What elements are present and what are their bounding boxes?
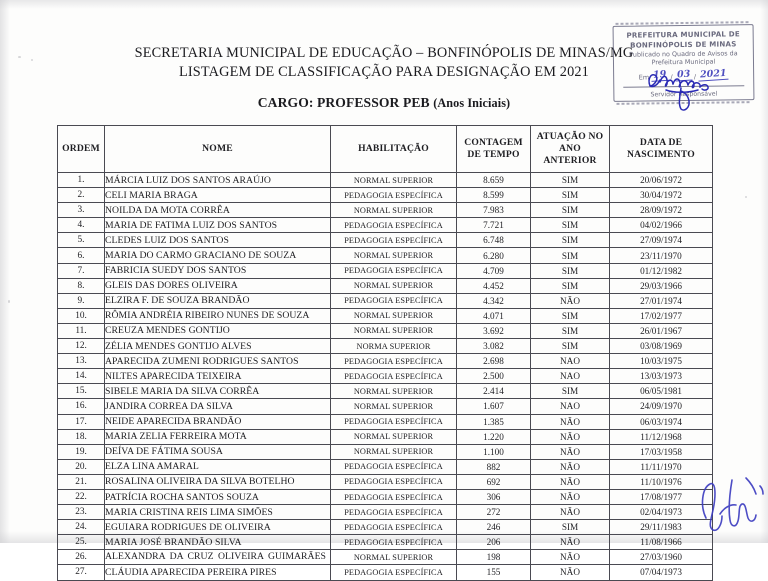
cell-atuacao: SIM xyxy=(531,188,610,203)
cell-contagem-tempo: 8.599 xyxy=(457,188,531,203)
cell-habilitacao: PEDAGOGIA ESPECÍFICA xyxy=(331,535,457,550)
cell-data-nascimento: 07/04/1973 xyxy=(610,565,713,580)
cell-contagem-tempo: 692 xyxy=(457,474,531,489)
cell-habilitacao: PEDAGOGIA ESPECÍFICA xyxy=(331,293,457,308)
cell-contagem-tempo: 272 xyxy=(457,505,531,520)
cell-contagem-tempo: 8.659 xyxy=(457,173,531,188)
cell-atuacao: SIM xyxy=(531,248,610,263)
cell-nome: MARIA ZELIA FERREIRA MOTA xyxy=(105,429,331,444)
cell-atuacao: NAO xyxy=(531,399,610,414)
table-row xyxy=(58,444,713,459)
column-header-habilitacao: HABILITAÇÃO xyxy=(331,126,457,173)
cell-nome: PATRÍCIA ROCHA SANTOS SOUZA xyxy=(105,489,331,504)
cell-ordem: 23. xyxy=(58,505,105,520)
cell-data-nascimento: 13/03/1973 xyxy=(610,369,713,384)
cell-data-nascimento: 04/02/1966 xyxy=(610,218,713,233)
cell-data-nascimento: 23/11/1970 xyxy=(610,248,713,263)
cell-data-nascimento: 24/09/1970 xyxy=(610,399,713,414)
table-row xyxy=(58,173,713,188)
cell-ordem: 17. xyxy=(58,414,105,429)
column-header-atuacao: ATUAÇÃO NO ANO ANTERIOR xyxy=(531,126,610,173)
cell-nome: MÁRCIA LUIZ DOS SANTOS ARAÚJO xyxy=(105,173,331,188)
cell-atuacao: NÃO xyxy=(531,474,610,489)
cell-nome: NOILDA DA MOTA CORRÊA xyxy=(105,203,331,218)
cell-nome: DEÍVA DE FÁTIMA SOUSA xyxy=(105,444,331,459)
cell-data-nascimento: 29/03/1966 xyxy=(610,278,713,293)
cell-ordem: 22. xyxy=(58,489,105,504)
cell-ordem: 16. xyxy=(58,399,105,414)
cell-habilitacao: PEDAGOGIA ESPECÍFICA xyxy=(331,489,457,504)
cell-data-nascimento: 28/09/1972 xyxy=(610,203,713,218)
table-row xyxy=(58,354,713,369)
cell-data-nascimento: 11/11/1970 xyxy=(610,459,713,474)
cell-habilitacao: PEDAGOGIA ESPECÍFICA xyxy=(331,263,457,278)
cell-habilitacao: NORMAL SUPERIOR xyxy=(331,550,457,565)
cell-contagem-tempo: 6.748 xyxy=(457,233,531,248)
cell-atuacao: NÃO xyxy=(531,293,610,308)
cell-contagem-tempo: 4.071 xyxy=(457,308,531,323)
column-header-data-nascimento: DATA DE NASCIMENTO xyxy=(610,126,713,173)
cell-contagem-tempo: 2.698 xyxy=(457,354,531,369)
cell-data-nascimento: 29/11/1983 xyxy=(610,520,713,535)
cell-ordem: 20. xyxy=(58,459,105,474)
cell-data-nascimento: 06/03/1974 xyxy=(610,414,713,429)
table-row xyxy=(58,384,713,399)
cell-data-nascimento: 01/12/1982 xyxy=(610,263,713,278)
heading-line-2: LISTAGEM DE CLASSIFICAÇÃO PARA DESIGNAÇÃO EM 2021 xyxy=(178,63,589,80)
cell-contagem-tempo: 155 xyxy=(457,565,531,580)
column-header-contagem-tempo: CONTAGEM DE TEMPO xyxy=(457,126,531,173)
table-row xyxy=(58,520,713,535)
cargo-subtitle: (Anos Iniciais) xyxy=(433,96,511,111)
cell-atuacao: SIM xyxy=(531,263,610,278)
cell-ordem: 15. xyxy=(58,384,105,399)
table-header-row xyxy=(58,126,713,173)
cell-nome: JANDIRA CORREA DA SILVA xyxy=(105,399,331,414)
cell-data-nascimento: 11/10/1976 xyxy=(610,474,713,489)
cell-atuacao: SIM xyxy=(531,278,610,293)
cell-atuacao: SIM xyxy=(531,218,610,233)
cell-nome: CLÁUDIA APARECIDA PEREIRA PIRES xyxy=(105,565,331,580)
cell-contagem-tempo: 882 xyxy=(457,459,531,474)
table-row xyxy=(58,459,713,474)
cell-habilitacao: NORMAL SUPERIOR xyxy=(331,278,457,293)
cell-contagem-tempo: 206 xyxy=(457,535,531,550)
table-row xyxy=(58,489,713,504)
cell-habilitacao: NORMAL SUPERIOR xyxy=(331,308,457,323)
cell-ordem: 14. xyxy=(58,369,105,384)
cell-data-nascimento: 30/04/1972 xyxy=(610,188,713,203)
cell-nome: MARIA JOSÉ BRANDÃO SILVA xyxy=(105,535,331,550)
cell-habilitacao: NORMAL SUPERIOR xyxy=(331,248,457,263)
table-row xyxy=(58,248,713,263)
table-body xyxy=(58,173,713,581)
cell-habilitacao: NORMAL SUPERIOR xyxy=(331,203,457,218)
table-row xyxy=(58,188,713,203)
cell-ordem: 26. xyxy=(58,550,105,565)
stamp-date-prefix: Em xyxy=(638,73,650,82)
cell-habilitacao: PEDAGOGIA ESPECÍFICA xyxy=(331,218,457,233)
stamp-line-2: BONFINÓPOLIS DE MINAS xyxy=(630,39,737,50)
cell-atuacao: NÃO xyxy=(531,459,610,474)
cell-data-nascimento: 17/02/1977 xyxy=(610,308,713,323)
cell-nome: ELZA LINA AMARAL xyxy=(105,459,331,474)
cell-contagem-tempo: 1.385 xyxy=(457,414,531,429)
table-row xyxy=(58,429,713,444)
cell-nome: MARIA DO CARMO GRACIANO DE SOUZA xyxy=(105,248,331,263)
table-row xyxy=(58,565,713,580)
cell-habilitacao: NORMAL SUPERIOR xyxy=(331,444,457,459)
cell-habilitacao: PEDAGOGIA ESPECÍFICA xyxy=(331,414,457,429)
cell-atuacao: NÃO xyxy=(531,535,610,550)
cell-contagem-tempo: 4.342 xyxy=(457,293,531,308)
cell-ordem: 11. xyxy=(58,323,105,338)
cell-atuacao: NÃO xyxy=(531,429,610,444)
cell-atuacao: SIM xyxy=(531,308,610,323)
stamp-line-1: PREFEITURA MUNICIPAL DE xyxy=(626,29,740,40)
table-row xyxy=(58,474,713,489)
cell-habilitacao: PEDAGOGIA ESPECÍFICA xyxy=(331,459,457,474)
cell-contagem-tempo: 4.452 xyxy=(457,278,531,293)
cell-contagem-tempo: 198 xyxy=(457,550,531,565)
cell-contagem-tempo: 7.983 xyxy=(457,203,531,218)
cell-ordem: 13. xyxy=(58,354,105,369)
cell-ordem: 9. xyxy=(58,293,105,308)
cell-nome: MARIA CRISTINA REIS LIMA SIMÕES xyxy=(105,505,331,520)
stamp-signature-line xyxy=(623,85,744,87)
cell-nome: SIBELE MARIA DA SILVA CORRÊA xyxy=(105,384,331,399)
stamp-date-row xyxy=(614,68,753,82)
stamp-date-sep-1: / xyxy=(670,72,673,82)
table-row xyxy=(58,293,713,308)
column-header-ordem: ORDEM xyxy=(58,126,105,173)
cell-data-nascimento: 02/04/1973 xyxy=(610,505,713,520)
cell-ordem: 10. xyxy=(58,308,105,323)
cell-contagem-tempo: 6.280 xyxy=(457,248,531,263)
cell-nome: CREUZA MENDES GONTIJO xyxy=(105,323,331,338)
stamp-signature-label: Servidor Responsável xyxy=(650,90,718,99)
cell-ordem: 27. xyxy=(58,565,105,580)
cell-nome: GLEIS DAS DORES OLIVEIRA xyxy=(105,278,331,293)
cell-contagem-tempo: 2.500 xyxy=(457,369,531,384)
publication-stamp xyxy=(613,24,755,102)
cell-ordem: 18. xyxy=(58,429,105,444)
cell-atuacao: NAO xyxy=(531,354,610,369)
stamp-date-sep-2: / xyxy=(693,72,697,81)
classification-table xyxy=(57,125,713,581)
cell-data-nascimento: 27/09/1974 xyxy=(610,233,713,248)
cell-data-nascimento: 10/03/1975 xyxy=(610,354,713,369)
cell-habilitacao: NORMA SUPERIOR xyxy=(331,339,457,354)
cell-habilitacao: PEDAGOGIA ESPECÍFICA xyxy=(331,505,457,520)
table-row xyxy=(58,535,713,550)
cell-ordem: 24. xyxy=(58,520,105,535)
cell-nome: NILTES APARECIDA TEIXEIRA xyxy=(105,369,331,384)
cell-contagem-tempo: 7.721 xyxy=(457,218,531,233)
cell-nome: FABRICIA SUEDY DOS SANTOS xyxy=(105,263,331,278)
cell-habilitacao: PEDAGOGIA ESPECÍFICA xyxy=(331,188,457,203)
cell-nome: ROSALINA OLIVEIRA DA SILVA BOTELHO xyxy=(105,474,331,489)
cell-atuacao: SIM xyxy=(531,323,610,338)
cell-contagem-tempo: 3.082 xyxy=(457,339,531,354)
column-header-nome: NOME xyxy=(105,126,331,173)
cell-data-nascimento: 06/05/1981 xyxy=(610,384,713,399)
cell-contagem-tempo: 1.100 xyxy=(457,444,531,459)
cell-atuacao: SIM xyxy=(531,520,610,535)
table-row xyxy=(58,369,713,384)
cell-atuacao: NAO xyxy=(531,369,610,384)
cell-ordem: 4. xyxy=(58,218,105,233)
cell-habilitacao: NORMAL SUPERIOR xyxy=(331,399,457,414)
cell-data-nascimento: 27/03/1960 xyxy=(610,550,713,565)
cell-habilitacao: PEDAGOGIA ESPECÍFICA xyxy=(331,354,457,369)
cell-ordem: 6. xyxy=(58,248,105,263)
cell-atuacao: SIM xyxy=(531,233,610,248)
cell-ordem: 5. xyxy=(58,233,105,248)
cell-ordem: 12. xyxy=(58,339,105,354)
cell-nome: ZÉLIA MENDES GONTIJO ALVES xyxy=(105,339,331,354)
cell-habilitacao: NORMAL SUPERIOR xyxy=(331,384,457,399)
cell-nome: EGUIARA RODRIGUES DE OLIVEIRA xyxy=(105,520,331,535)
cell-contagem-tempo: 3.692 xyxy=(457,323,531,338)
cell-atuacao: NÃO xyxy=(531,505,610,520)
cell-contagem-tempo: 246 xyxy=(457,520,531,535)
cargo-label: CARGO: PROFESSOR PEB xyxy=(257,95,430,111)
cell-data-nascimento: 11/12/1968 xyxy=(610,429,713,444)
cell-habilitacao: PEDAGOGIA ESPECÍFICA xyxy=(331,520,457,535)
table-row xyxy=(58,233,713,248)
cell-contagem-tempo: 2.414 xyxy=(457,384,531,399)
cell-contagem-tempo: 306 xyxy=(457,489,531,504)
cell-ordem: 19. xyxy=(58,444,105,459)
table-row xyxy=(58,414,713,429)
cell-atuacao: NÃO xyxy=(531,565,610,580)
cell-data-nascimento: 27/01/1974 xyxy=(610,293,713,308)
cell-habilitacao: NORMAL SUPERIOR xyxy=(331,429,457,444)
cell-atuacao: NÃO xyxy=(531,489,610,504)
cell-ordem: 7. xyxy=(58,263,105,278)
stamp-date-year: 2021 xyxy=(698,68,729,82)
cell-nome: CELI MARIA BRAGA xyxy=(105,188,331,203)
table-header xyxy=(58,126,713,173)
cell-habilitacao: PEDAGOGIA ESPECÍFICA xyxy=(331,565,457,580)
cell-nome: NEIDE APARECIDA BRANDÃO xyxy=(105,414,331,429)
cell-contagem-tempo: 1.220 xyxy=(457,429,531,444)
stamp-date-day: 19 xyxy=(651,69,669,82)
cell-data-nascimento: 26/01/1967 xyxy=(610,323,713,338)
table-row xyxy=(58,308,713,323)
cell-habilitacao: NORMAL SUPERIOR xyxy=(331,173,457,188)
cell-habilitacao: PEDAGOGIA ESPECÍFICA xyxy=(331,233,457,248)
cell-data-nascimento: 17/08/1977 xyxy=(610,489,713,504)
table-row xyxy=(58,505,713,520)
cell-ordem: 2. xyxy=(58,188,105,203)
table-row xyxy=(58,218,713,233)
cell-nome: ELZIRA F. DE SOUZA BRANDÃO xyxy=(105,293,331,308)
cell-atuacao: NÃO xyxy=(531,550,610,565)
table-row xyxy=(58,323,713,338)
cell-data-nascimento: 03/08/1969 xyxy=(610,339,713,354)
cell-ordem: 1. xyxy=(58,173,105,188)
cell-atuacao: SIM xyxy=(531,384,610,399)
cell-data-nascimento: 17/03/1958 xyxy=(610,444,713,459)
cell-habilitacao: PEDAGOGIA ESPECÍFICA xyxy=(331,369,457,384)
table-row xyxy=(58,263,713,278)
cell-ordem: 3. xyxy=(58,203,105,218)
cell-ordem: 8. xyxy=(58,278,105,293)
cell-habilitacao: PEDAGOGIA ESPECÍFICA xyxy=(331,474,457,489)
cell-atuacao: SIM xyxy=(531,339,610,354)
cell-ordem: 25. xyxy=(58,535,105,550)
cell-contagem-tempo: 4.709 xyxy=(457,263,531,278)
cell-nome: CLEDES LUIZ DOS SANTOS xyxy=(105,233,331,248)
cell-contagem-tempo: 1.607 xyxy=(457,399,531,414)
cell-nome: MARIA DE FATIMA LUIZ DOS SANTOS xyxy=(105,218,331,233)
cell-atuacao: SIM xyxy=(531,173,610,188)
table-row xyxy=(58,550,713,565)
table-row xyxy=(58,203,713,218)
cell-atuacao: SIM xyxy=(531,203,610,218)
cell-nome: ALEXANDRA DA CRUZ OLIVEIRA GUIMARÃES xyxy=(105,550,331,565)
table-row xyxy=(58,399,713,414)
paper-speck xyxy=(745,196,747,198)
heading-line-1: SECRETARIA MUNICIPAL DE EDUCAÇÃO – BONFINÓPOLIS DE MINAS/MG xyxy=(134,45,634,61)
cell-atuacao: NÃO xyxy=(531,414,610,429)
stamp-date-month: 03 xyxy=(674,68,692,81)
cell-atuacao: NÃO xyxy=(531,444,610,459)
cell-nome: APARECIDA ZUMENI RODRIGUES SANTOS xyxy=(105,354,331,369)
paper-speck xyxy=(8,300,10,303)
cell-data-nascimento: 11/08/1966 xyxy=(610,535,713,550)
cell-habilitacao: NORMAL SUPERIOR xyxy=(331,323,457,338)
stamp-line-4: Prefeitura Municipal xyxy=(651,57,716,67)
cell-data-nascimento: 20/06/1972 xyxy=(610,173,713,188)
table-row xyxy=(58,339,713,354)
stamp-line-3: Publicado no Quadro de Avisos da xyxy=(629,48,738,59)
table-row xyxy=(58,278,713,293)
cell-nome: RÔMIA ANDRÉIA RIBEIRO NUNES DE SOUZA xyxy=(105,308,331,323)
cell-ordem: 21. xyxy=(58,474,105,489)
